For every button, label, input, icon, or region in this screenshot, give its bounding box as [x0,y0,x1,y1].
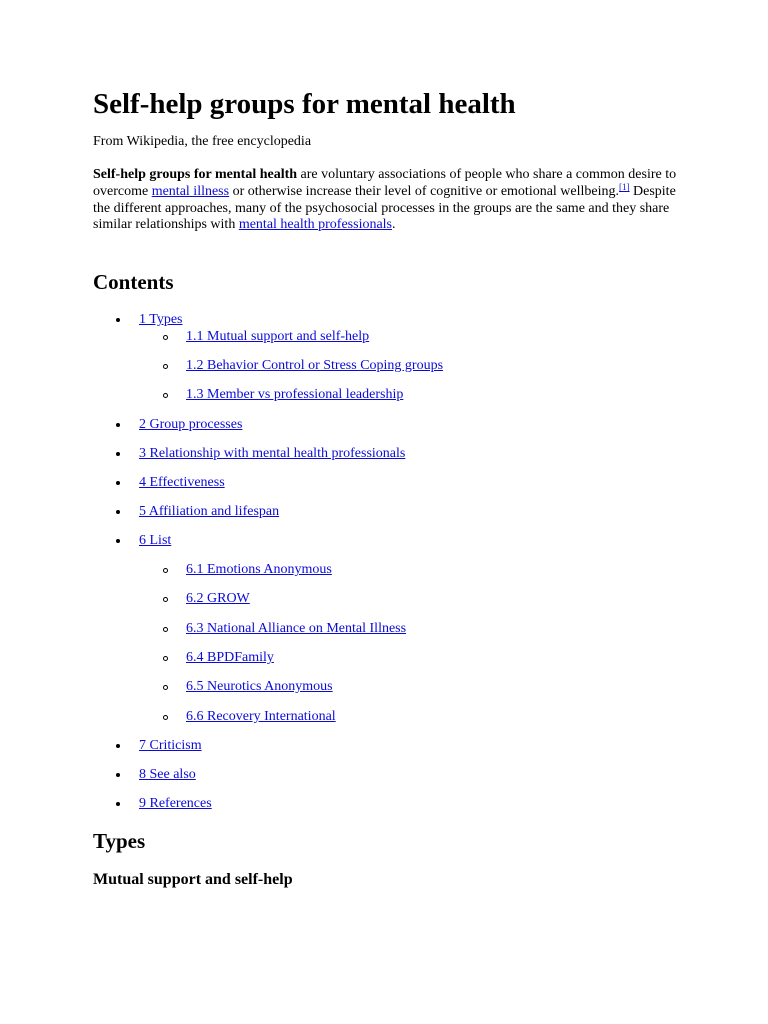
bullet-circle-icon [163,627,168,632]
bullet-disc-icon [116,802,120,806]
bullet-circle-icon [163,685,168,690]
bullet-circle-icon [163,597,168,602]
toc-item[interactable]: 6.2 GROW [186,591,250,606]
bullet-circle-icon [163,656,168,661]
bullet-disc-icon [116,773,120,777]
toc-item[interactable]: 6.5 Neurotics Anonymous [186,679,333,694]
toc-item[interactable]: 1.2 Behavior Control or Stress Coping groups [186,358,444,373]
toc-item[interactable]: 9 References [139,796,212,811]
bullet-disc-icon [116,481,120,485]
bullet-disc-icon [116,744,120,748]
toc-item[interactable]: 6.4 BPDFamily [186,650,274,665]
page-title: Self-help groups for mental health [93,88,516,120]
bullet-circle-icon [163,335,168,340]
contents-heading: Contents [93,270,174,294]
bullet-circle-icon [163,364,168,369]
toc-item[interactable]: 1.3 Member vs professional leadership [186,387,404,402]
bullet-circle-icon [163,715,168,720]
bullet-disc-icon [116,510,120,514]
toc-item[interactable]: 6.3 National Alliance on Mental Illness [186,621,407,636]
intro-text-2: or otherwise increase their level of cognitive or emotional wellbeing. [229,183,620,199]
bullet-circle-icon [163,568,168,573]
citation-link[interactable]: [1] [619,181,630,192]
bullet-disc-icon [116,423,120,427]
intro-bold-lead: Self-help groups for mental health [93,167,298,182]
toc-item[interactable]: 1 Types [139,312,183,327]
toc-item[interactable]: 7 Criticism [139,738,202,753]
toc-item[interactable]: 3 Relationship with mental health professionals [139,446,406,461]
toc-item[interactable]: 2 Group processes [139,417,243,432]
bullet-disc-icon [116,318,120,322]
mutual-support-heading: Mutual support and self-help [93,871,293,888]
tagline: From Wikipedia, the free encyclopedia [93,134,312,149]
toc-item[interactable]: 8 See also [139,767,196,782]
toc-item[interactable]: 6 List [139,533,172,548]
bullet-disc-icon [116,452,120,456]
toc-item[interactable]: 4 Effectiveness [139,475,225,490]
intro-text-4: . [392,217,396,233]
link-mental-health-professionals[interactable]: mental health professionals [238,217,393,233]
toc-item[interactable]: 6.6 Recovery International [186,709,336,724]
link-mental-illness[interactable]: mental illness [151,183,230,199]
toc-item[interactable]: 1.1 Mutual support and self-help [186,329,370,344]
intro-text-3: Despite the different approaches, many of the psychosocial processes in the groups are the same and they share similar relationships with [93,183,676,233]
toc-item[interactable]: 5 Affiliation and lifespan [139,504,280,519]
bullet-circle-icon [163,393,168,398]
intro-text-1: are voluntary associations of people who share a common desire to overcome [93,167,677,199]
bullet-disc-icon [116,539,120,543]
intro-paragraph [93,167,683,234]
toc-item[interactable]: 6.1 Emotions Anonymous [186,562,332,577]
types-heading: Types [93,829,146,853]
